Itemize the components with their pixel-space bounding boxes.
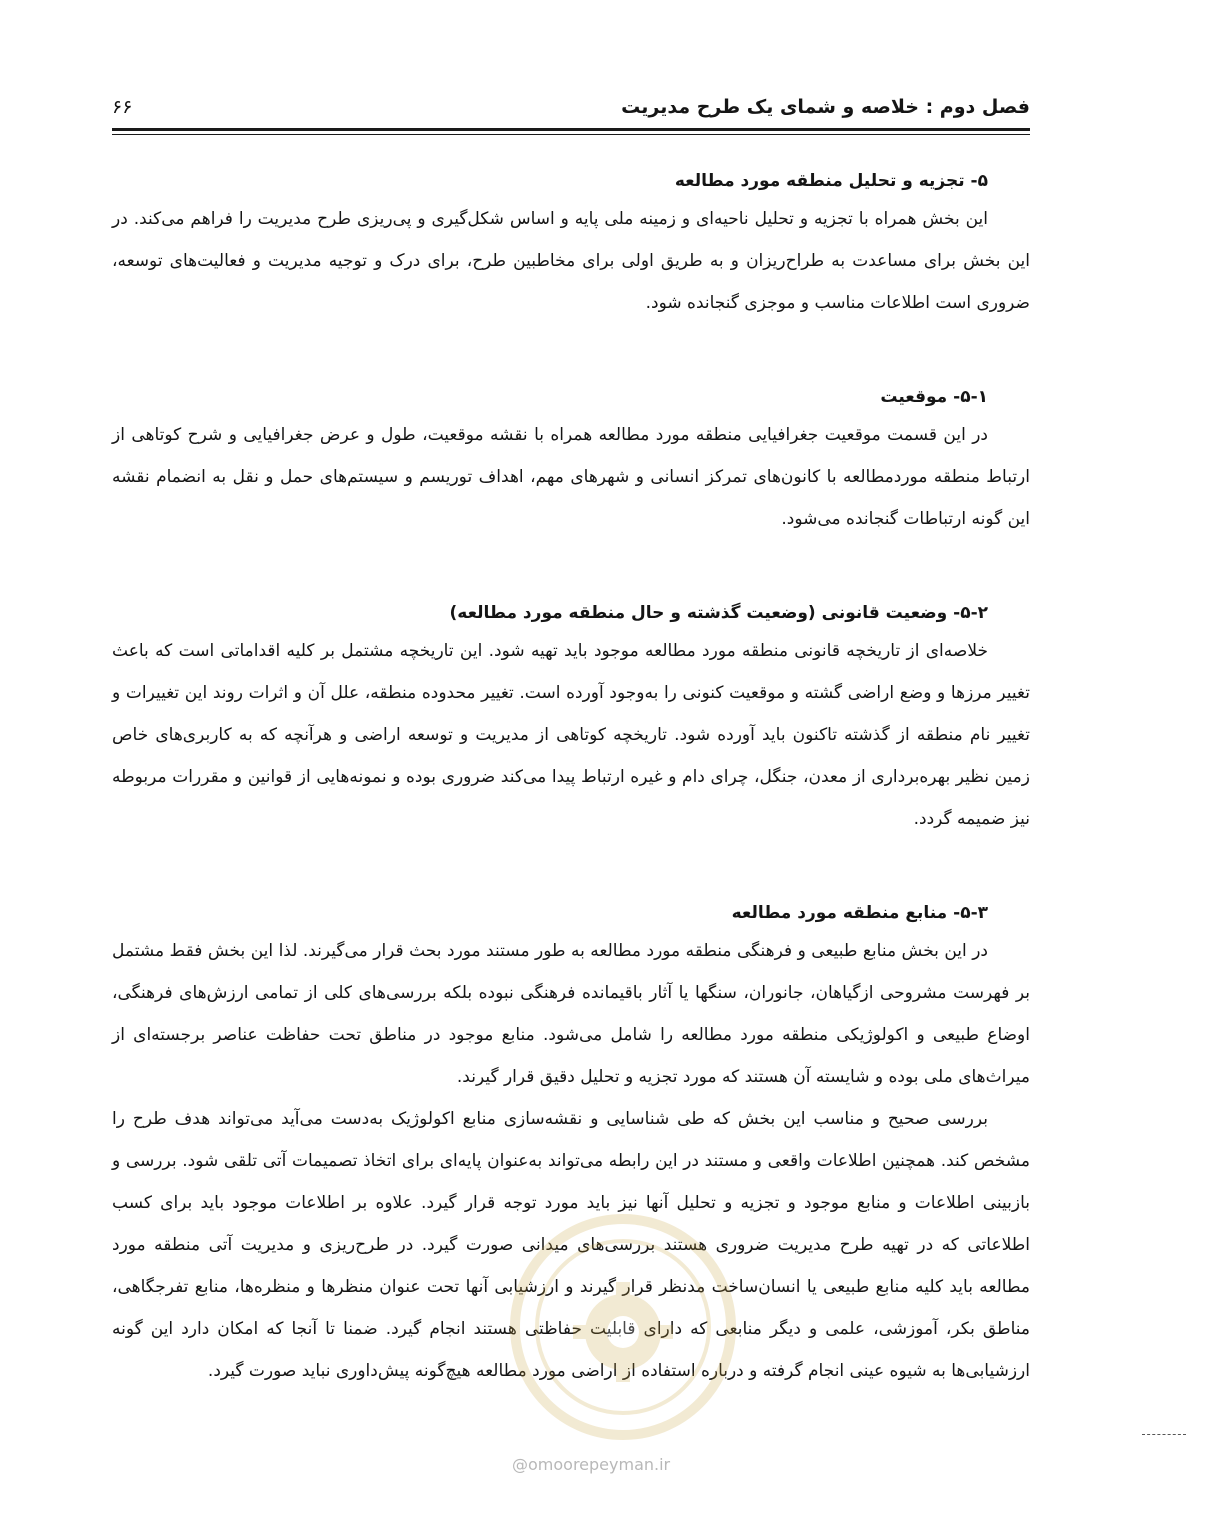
header-rule — [112, 128, 1030, 131]
section-heading: ۵- تجزیه و تحلیل منطقه مورد مطالعه — [674, 171, 988, 191]
page-number: ۶۶ — [112, 96, 133, 118]
margin-mark — [1142, 1434, 1186, 1436]
section-heading: ۵-۲- وضعیت قانونی (وضعیت گذشته و حال منطقه مورد مطالعه) — [449, 603, 988, 623]
body-paragraph: در این قسمت موقعیت جغرافیایی منطقه مورد مطالعه همراه با نقشه موقعیت، طول و عرض جغرافیایی و شرح کوتاهی از ارتباط منطقه موردمطالعه با کانون‌های تمرکز انسانی و شهرهای مهم، اهداف توریسم و سیستم‌های حمل و نقل به انضمام نقشه این گونه ارتباطات گنجانده می‌شود. — [112, 425, 1030, 529]
watermark-text: @omoorepeyman.ir — [512, 1455, 671, 1474]
page-body — [112, 164, 1030, 1392]
body-paragraph: در این بخش منابع طبیعی و فرهنگی منطقه مورد مطالعه به طور مستند مورد بحث قرار می‌گیرند. لذا این بخش فقط مشتمل بر فهرست مشروحی ازگیاهان، جانوران، سنگها یا آثار باقیمانده فرهنگی نبوده بلکه بررسی‌های کلی از تمامی ارزش‌های فرهنگی، اوضاع طبیعی و اکولوژیکی منطقه مورد مطالعه را شامل می‌شود. منابع موجود در مناطق تحت حفاظت عناصر برجسته‌ای از میراث‌های ملی بوده و شایسته آن هستند که مورد تجزیه و تحلیل دقیق قرار گیرند. — [112, 941, 1030, 1087]
page-header — [112, 90, 1030, 130]
body-paragraph: خلاصه‌ای از تاریخچه قانونی منطقه مورد مطالعه موجود باید تهیه شود. این تاریخچه مشتمل بر کلیه اقداماتی است که باعث تغییر مرزها و وضع اراضی گشته و موقعیت کنونی را به‌وجود آورده است. تغییر محدوده منطقه، علل آن و اثرات روند این تغییرات و تغییر نام منطقه از گذشته تاکنون باید آورده شود. تاریخچه کوتاهی از مدیریت و توسعه اراضی و هرآنچه که به کاربری‌های خاص زمین نظیر بهره‌برداری از معدن، جنگل، چرای دام و غیره ارتباط پیدا می‌کند ضروری بوده و نمونه‌هایی از قوانین و مقررات مربوطه نیز ضمیمه گردد. — [112, 641, 1030, 829]
body-paragraph: بررسی صحیح و مناسب این بخش که طی شناسایی و نقشه‌سازی منابع اکولوژیک به‌دست می‌آید می‌تواند هدف طرح را مشخص کند. همچنین اطلاعات واقعی و مستند در این رابطه می‌تواند به‌عنوان پایه‌ای برای اتخاذ تصمیمات آتی تلقی شود. بررسی و بازبینی اطلاعات و منابع موجود و تجزیه و تحلیل آنها نیز باید مورد توجه قرار گیرد. علاوه بر اطلاعات موجود باید برای کسب اطلاعاتی که در تهیه طرح مدیریت ضروری هستند بررسی‌های میدانی صورت گیرد. در طرح‌ریزی و مدیریت آتی منطقه مورد مطالعه باید کلیه منابع طبیعی یا انسان‌ساخت مدنظر قرار گیرند و ارزشیابی آنها تحت عنوان منظرها و منظره‌ها، منابع تفرجگاهی، مناطق بکر، آموزشی، علمی و دیگر منابعی که دارای قابلیت حفاظتی هستند انجام گیرد. ضمنا تا آنجا که امکان دارد این گونه ارزشیابی‌ها به شیوه عینی انجام گرفته و درباره استفاده از اراضی مورد مطالعه هیچ‌گونه پیش‌داوری نباید صورت گیرد. — [112, 1109, 1030, 1381]
chapter-title: فصل دوم : خلاصه و شمای یک طرح مدیریت — [621, 96, 1030, 118]
section-heading: ۵-۳- منابع منطقه مورد مطالعه — [731, 903, 988, 923]
section-heading: ۵-۱- موقعیت — [880, 387, 988, 407]
body-paragraph: این بخش همراه با تجزیه و تحلیل ناحیه‌ای و زمینه ملی پایه و اساس شکل‌گیری و پی‌ریزی طرح مدیریت را فراهم می‌کند. در این بخش برای مساعدت به طراح‌ریزان و به طریق اولی برای مخاطبین طرح، برای درک و توجیه مدیریت و فعالیت‌های توسعه، ضروری است اطلاعات مناسب و موجزی گنجانده شود. — [112, 209, 1030, 313]
header-rule-thin — [112, 134, 1030, 135]
